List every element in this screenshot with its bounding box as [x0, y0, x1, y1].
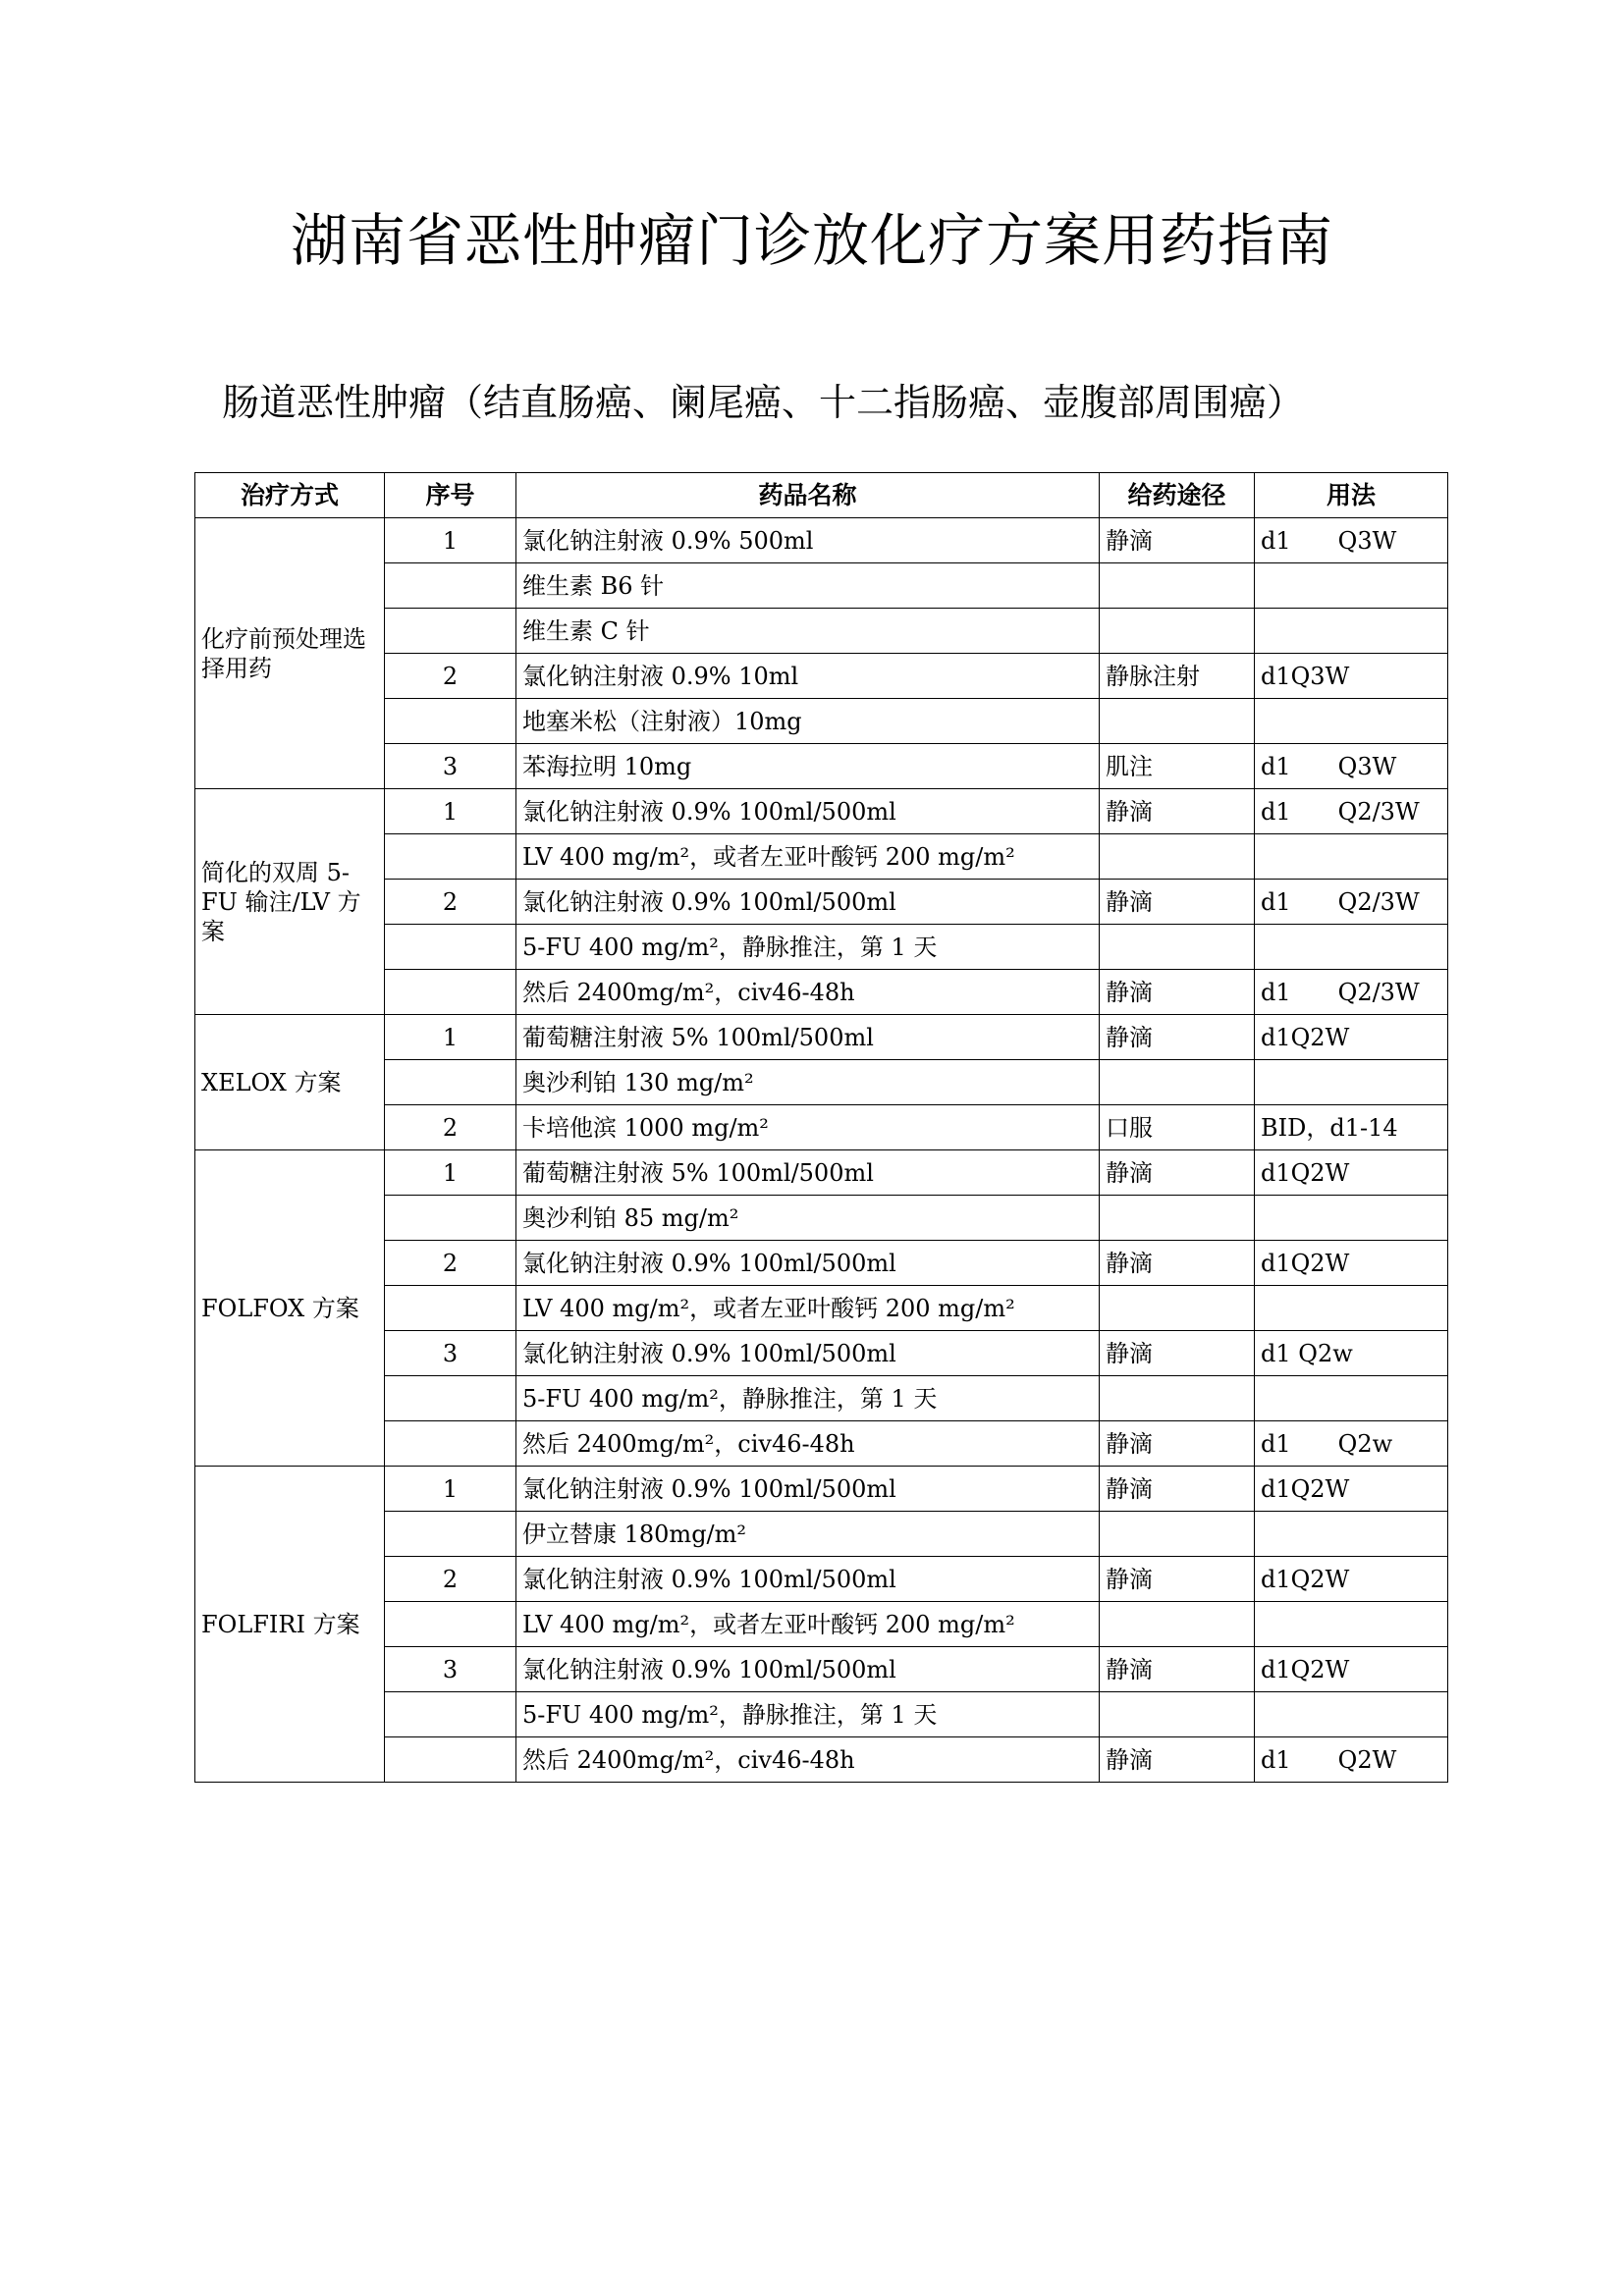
route-cell	[1100, 1376, 1255, 1421]
drug-name-cell: 地塞米松（注射液）10mg	[516, 699, 1100, 744]
drug-name-cell: 卡培他滨 1000 mg/m²	[516, 1105, 1100, 1150]
usage-cycle: Q2/3W	[1337, 887, 1420, 916]
seq-cell: 2	[385, 1557, 516, 1602]
drug-name-cell: 氯化钠注射液 0.9% 100ml/500ml	[516, 1557, 1100, 1602]
usage-day: d1Q2W	[1261, 1565, 1350, 1593]
seq-cell	[385, 699, 516, 744]
treatment-group-cell: FOLFOX 方案	[195, 1150, 385, 1467]
usage-cycle: Q2/3W	[1337, 978, 1420, 1006]
usage-cell	[1255, 699, 1448, 744]
seq-cell	[385, 1196, 516, 1241]
route-cell: 静滴	[1100, 1241, 1255, 1286]
route-cell	[1100, 1602, 1255, 1647]
route-cell	[1100, 1692, 1255, 1737]
treatment-group-cell: 简化的双周 5-FU 输注/LV 方案	[195, 789, 385, 1015]
route-cell	[1100, 1060, 1255, 1105]
header-treatment: 治疗方式	[195, 473, 385, 518]
table-row	[195, 1467, 1448, 1512]
seq-cell: 2	[385, 1241, 516, 1286]
seq-cell	[385, 563, 516, 609]
seq-cell	[385, 1376, 516, 1421]
drug-name-cell: LV 400 mg/m²，或者左亚叶酸钙 200 mg/m²	[516, 1286, 1100, 1331]
header-seq: 序号	[385, 473, 516, 518]
seq-cell: 1	[385, 1015, 516, 1060]
seq-cell: 1	[385, 1467, 516, 1512]
seq-cell: 1	[385, 1150, 516, 1196]
drug-name-cell: 5-FU 400 mg/m²，静脉推注，第 1 天	[516, 1692, 1100, 1737]
usage-day: d1Q3W	[1261, 662, 1350, 690]
drug-name-cell: 葡萄糖注射液 5% 100ml/500ml	[516, 1015, 1100, 1060]
route-cell	[1100, 609, 1255, 654]
seq-cell	[385, 970, 516, 1015]
usage-day: d1	[1261, 797, 1291, 826]
route-cell	[1100, 834, 1255, 880]
drug-name-cell: 氯化钠注射液 0.9% 100ml/500ml	[516, 1647, 1100, 1692]
route-cell: 静滴	[1100, 880, 1255, 925]
usage-cell	[1255, 1692, 1448, 1737]
drug-name-cell: 氯化钠注射液 0.9% 100ml/500ml	[516, 1331, 1100, 1376]
usage-day: d1	[1261, 526, 1291, 555]
header-drug: 药品名称	[516, 473, 1100, 518]
seq-cell	[385, 1512, 516, 1557]
usage-cell	[1255, 1512, 1448, 1557]
drug-name-cell: 奥沙利铂 85 mg/m²	[516, 1196, 1100, 1241]
seq-cell: 3	[385, 1331, 516, 1376]
route-cell: 静脉注射	[1100, 654, 1255, 699]
seq-cell	[385, 1421, 516, 1467]
seq-cell: 3	[385, 744, 516, 789]
usage-cell	[1255, 1015, 1448, 1060]
route-cell: 口服	[1100, 1105, 1255, 1150]
header-usage: 用法	[1255, 473, 1448, 518]
table-header	[195, 473, 1448, 518]
usage-cycle: Q2w	[1337, 1429, 1393, 1458]
route-cell	[1100, 1286, 1255, 1331]
drug-name-cell: LV 400 mg/m²，或者左亚叶酸钙 200 mg/m²	[516, 1602, 1100, 1647]
drug-name-cell: 维生素 C 针	[516, 609, 1100, 654]
usage-cycle: Q3W	[1337, 526, 1397, 555]
seq-cell	[385, 609, 516, 654]
usage-cell	[1255, 834, 1448, 880]
seq-cell: 1	[385, 518, 516, 563]
header-row	[195, 473, 1448, 518]
drug-name-cell: 然后 2400mg/m²，civ46-48h	[516, 970, 1100, 1015]
drug-name-cell: 氯化钠注射液 0.9% 100ml/500ml	[516, 1241, 1100, 1286]
seq-cell: 2	[385, 1105, 516, 1150]
usage-day: d1	[1261, 752, 1291, 780]
route-cell: 静滴	[1100, 1647, 1255, 1692]
usage-day: d1Q2W	[1261, 1474, 1350, 1503]
route-cell: 静滴	[1100, 1015, 1255, 1060]
usage-day: d1Q2W	[1261, 1158, 1350, 1187]
drug-name-cell: 氯化钠注射液 0.9% 100ml/500ml	[516, 1467, 1100, 1512]
usage-day: BID，d1-14	[1261, 1113, 1398, 1142]
usage-cycle: Q2W	[1337, 1745, 1397, 1774]
usage-day: d1Q2W	[1261, 1655, 1350, 1683]
seq-cell: 2	[385, 654, 516, 699]
section-title: 肠道恶性肿瘤（结直肠癌、阑尾癌、十二指肠癌、壶腹部周围癌）	[222, 381, 1305, 424]
route-cell: 静滴	[1100, 970, 1255, 1015]
usage-cell	[1255, 518, 1448, 563]
drug-name-cell: 氯化钠注射液 0.9% 100ml/500ml	[516, 789, 1100, 834]
drug-name-cell: 氯化钠注射液 0.9% 100ml/500ml	[516, 880, 1100, 925]
usage-cell	[1255, 925, 1448, 970]
usage-cell	[1255, 1557, 1448, 1602]
header-route: 给药途径	[1100, 473, 1255, 518]
drug-name-cell: 氯化钠注射液 0.9% 10ml	[516, 654, 1100, 699]
drug-name-cell: 然后 2400mg/m²，civ46-48h	[516, 1737, 1100, 1783]
seq-cell	[385, 925, 516, 970]
route-cell: 静滴	[1100, 518, 1255, 563]
usage-cell	[1255, 609, 1448, 654]
usage-cell	[1255, 563, 1448, 609]
usage-day: d1	[1261, 1745, 1291, 1774]
usage-cell	[1255, 1376, 1448, 1421]
route-cell: 静滴	[1100, 1557, 1255, 1602]
usage-cell	[1255, 970, 1448, 1015]
treatment-group-cell: XELOX 方案	[195, 1015, 385, 1150]
route-cell	[1100, 1512, 1255, 1557]
route-cell	[1100, 925, 1255, 970]
usage-cell	[1255, 789, 1448, 834]
seq-cell: 3	[385, 1647, 516, 1692]
usage-cell	[1255, 654, 1448, 699]
drug-name-cell: 葡萄糖注射液 5% 100ml/500ml	[516, 1150, 1100, 1196]
treatment-group-cell: 化疗前预处理选择用药	[195, 518, 385, 789]
route-cell	[1100, 563, 1255, 609]
seq-cell: 2	[385, 880, 516, 925]
usage-cell	[1255, 1105, 1448, 1150]
route-cell	[1100, 1196, 1255, 1241]
drug-name-cell: LV 400 mg/m²，或者左亚叶酸钙 200 mg/m²	[516, 834, 1100, 880]
regimen-table	[194, 472, 1448, 1783]
drug-name-cell: 苯海拉明 10mg	[516, 744, 1100, 789]
route-cell: 静滴	[1100, 1331, 1255, 1376]
drug-name-cell: 5-FU 400 mg/m²，静脉推注，第 1 天	[516, 1376, 1100, 1421]
usage-cell	[1255, 1602, 1448, 1647]
seq-cell	[385, 834, 516, 880]
route-cell	[1100, 699, 1255, 744]
table-row	[195, 1015, 1448, 1060]
usage-cell	[1255, 1286, 1448, 1331]
seq-cell	[385, 1602, 516, 1647]
route-cell: 静滴	[1100, 1150, 1255, 1196]
seq-cell	[385, 1692, 516, 1737]
usage-day: d1 Q2w	[1261, 1339, 1353, 1367]
usage-day: d1Q2W	[1261, 1023, 1350, 1051]
table-row	[195, 518, 1448, 563]
usage-cycle: Q2/3W	[1337, 797, 1420, 826]
page-title: 湖南省恶性肿瘤门诊放化疗方案用药指南	[290, 207, 1333, 274]
drug-name-cell: 然后 2400mg/m²，civ46-48h	[516, 1421, 1100, 1467]
drug-name-cell: 氯化钠注射液 0.9% 500ml	[516, 518, 1100, 563]
table-row	[195, 1150, 1448, 1196]
seq-cell	[385, 1737, 516, 1783]
table-body	[195, 518, 1448, 1783]
route-cell: 肌注	[1100, 744, 1255, 789]
usage-day: d1	[1261, 1429, 1291, 1458]
usage-cell	[1255, 1737, 1448, 1783]
usage-day: d1	[1261, 887, 1291, 916]
route-cell: 静滴	[1100, 1467, 1255, 1512]
usage-cell	[1255, 1150, 1448, 1196]
usage-day: d1	[1261, 978, 1291, 1006]
usage-cell	[1255, 1421, 1448, 1467]
usage-cycle: Q3W	[1337, 752, 1397, 780]
seq-cell: 1	[385, 789, 516, 834]
drug-name-cell: 奥沙利铂 130 mg/m²	[516, 1060, 1100, 1105]
route-cell: 静滴	[1100, 1737, 1255, 1783]
usage-cell	[1255, 744, 1448, 789]
usage-cell	[1255, 1241, 1448, 1286]
usage-cell	[1255, 1647, 1448, 1692]
route-cell: 静滴	[1100, 789, 1255, 834]
seq-cell	[385, 1060, 516, 1105]
usage-cell	[1255, 880, 1448, 925]
usage-cell	[1255, 1060, 1448, 1105]
treatment-group-cell: FOLFIRI 方案	[195, 1467, 385, 1783]
drug-name-cell: 伊立替康 180mg/m²	[516, 1512, 1100, 1557]
table-row	[195, 789, 1448, 834]
usage-cell	[1255, 1331, 1448, 1376]
seq-cell	[385, 1286, 516, 1331]
drug-name-cell: 5-FU 400 mg/m²，静脉推注，第 1 天	[516, 925, 1100, 970]
usage-cell	[1255, 1196, 1448, 1241]
usage-day: d1Q2W	[1261, 1249, 1350, 1277]
usage-cell	[1255, 1467, 1448, 1512]
route-cell: 静滴	[1100, 1421, 1255, 1467]
drug-name-cell: 维生素 B6 针	[516, 563, 1100, 609]
